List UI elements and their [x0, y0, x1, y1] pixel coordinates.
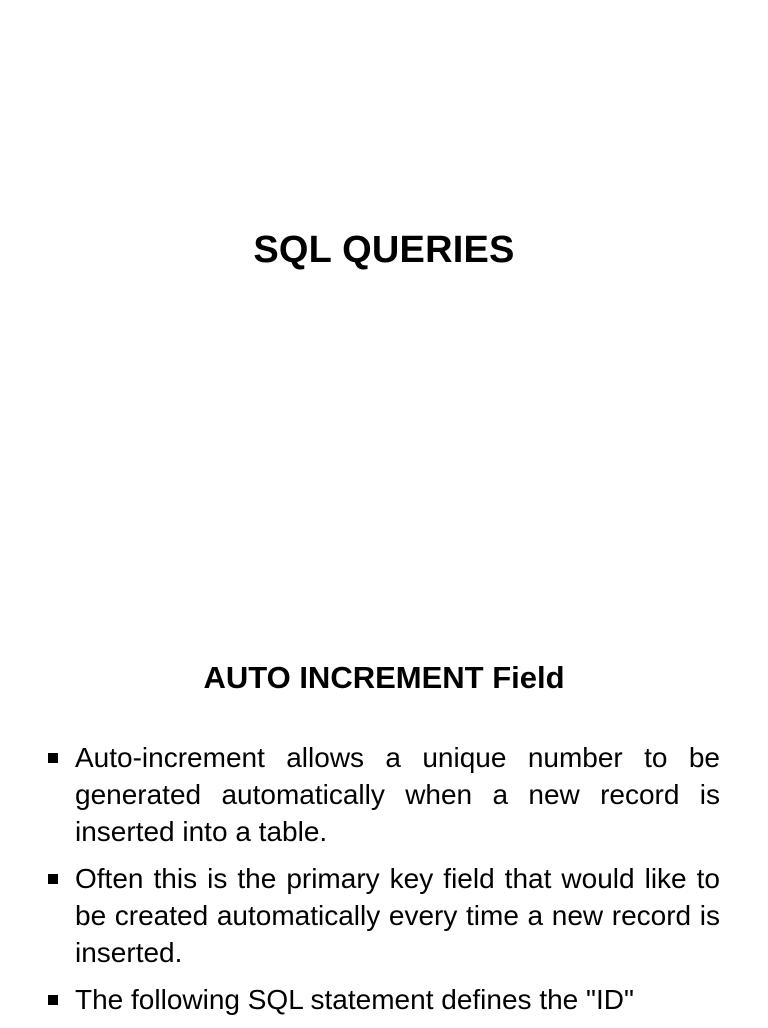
slide-heading: AUTO INCREMENT Field	[203, 660, 565, 695]
square-bullet-icon	[48, 753, 58, 763]
bullet-text: The following SQL statement defines the "ID"	[75, 984, 634, 1015]
square-bullet-icon	[48, 995, 58, 1005]
bullet-text: Auto-increment allows a unique number to be generated automatically when a new record is inserted into a table.	[75, 742, 720, 847]
bullet-text: Often this is the primary key field that would like to be created automatically every time a new record is inserted.	[75, 863, 720, 968]
list-item	[48, 981, 720, 1018]
square-bullet-icon	[48, 874, 58, 884]
list-item	[48, 739, 720, 850]
list-item	[48, 860, 720, 971]
slide-auto-increment	[0, 576, 768, 1024]
bullet-list	[48, 739, 720, 1028]
page-title: SQL QUERIES	[253, 229, 515, 271]
